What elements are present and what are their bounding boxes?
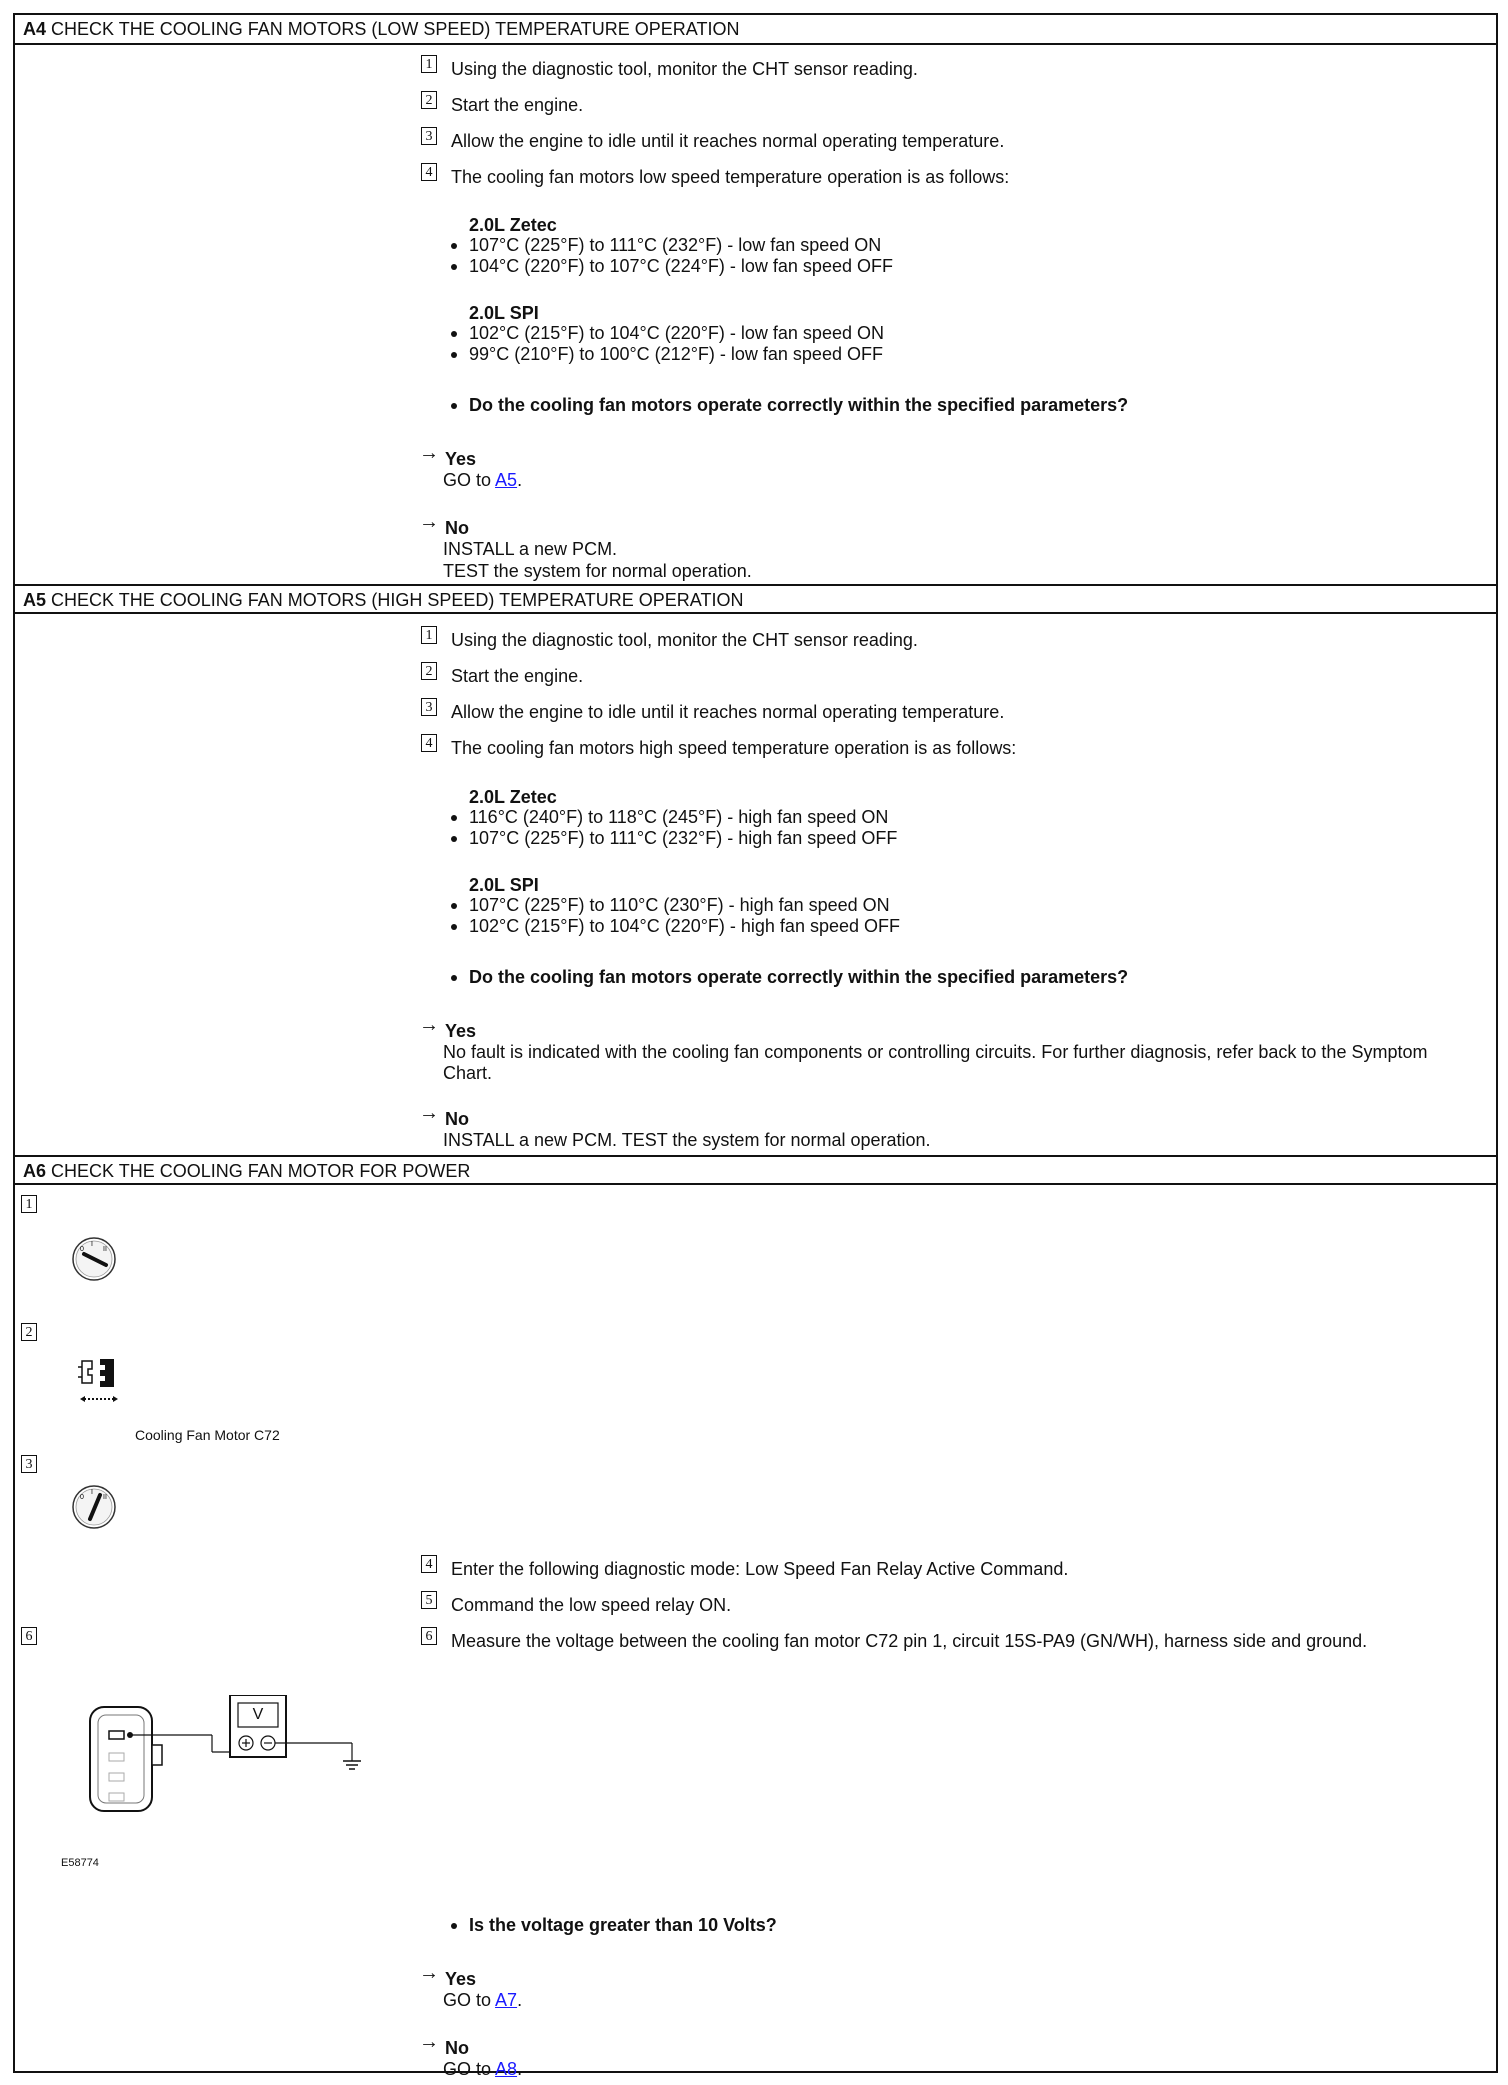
yes-label: Yes [445,1021,477,1041]
action-text: . [517,1990,523,2010]
bullet-icon [451,836,457,842]
section-code: A4 [23,19,47,39]
step-number: 6 [421,1627,437,1645]
yes-action [443,1990,522,2011]
arrow-right-icon: → [419,1962,439,1984]
bullet-icon [451,924,457,930]
no-action: INSTALL a new PCM. TEST the system for normal operation. [443,1130,931,1150]
section-header-a5 [15,584,1496,614]
bullet-icon [451,243,457,249]
link-a8[interactable]: A8 [495,2059,518,2079]
engine-group-title: 2.0L Zetec [469,215,557,235]
yes-action: Chart. [443,1063,493,1083]
step-number: 4 [421,734,437,752]
arrow-right-icon: → [419,1102,439,1124]
step-number: 4 [421,163,437,181]
yes-action: No fault is indicated with the cooling fan components or controlling circuits. For further diagnosis, refer back to the Symptom [443,1042,1428,1062]
step-text: Start the engine. [451,666,584,686]
spec-item: 102°C (215°F) to 104°C (220°F) - low fan speed ON [469,323,884,343]
engine-group-title: 2.0L SPI [469,875,539,895]
section-code: A6 [23,1161,47,1181]
no-action: TEST the system for normal operation. [443,561,752,581]
bullet-icon [451,331,457,337]
section-header-a6 [15,1155,1496,1185]
bullet-icon [451,1923,457,1929]
step-number: 2 [421,91,437,109]
step-text: Using the diagnostic tool, monitor the CHT sensor reading. [451,59,918,79]
step-text: The cooling fan motors high speed temperature operation is as follows: [451,738,1017,758]
no-action [443,2059,522,2080]
step-text: Enter the following diagnostic mode: Low Speed Fan Relay Active Command. [451,1559,1069,1579]
voltmeter-diagram [80,1695,380,1825]
spec-item: 107°C (225°F) to 111°C (232°F) - low fan speed ON [469,235,882,255]
spec-item: 104°C (220°F) to 107°C (224°F) - low fan speed OFF [469,256,893,276]
diagnostic-page [13,13,1498,2079]
step-number: 3 [421,698,437,716]
figure-id: E58774 [61,1857,99,1869]
step-text: Start the engine. [451,95,584,115]
step-number: 5 [421,1591,437,1609]
arrow-right-icon: → [419,1014,439,1036]
meter-label: V [252,1706,264,1723]
section-title: CHECK THE COOLING FAN MOTORS (LOW SPEED) TEMPERATURE OPERATION [51,19,740,39]
ignition-off-icon [70,1235,118,1283]
no-label: No [445,518,469,538]
step-number: 1 [421,626,437,644]
svg-text:0: 0 [80,1494,84,1501]
no-label: No [445,1109,469,1129]
svg-text:II: II [103,1246,107,1253]
step-number: 2 [421,662,437,680]
yes-label: Yes [445,1969,477,1989]
no-action: INSTALL a new PCM. [443,539,618,559]
engine-group-title: 2.0L SPI [469,303,539,323]
spec-item: 116°C (240°F) to 118°C (245°F) - high fan speed ON [469,807,889,827]
svg-text:I: I [91,1241,93,1248]
step-number: 6 [21,1627,37,1645]
no-label: No [445,2038,469,2058]
yes-label: Yes [445,449,477,469]
step-number: 1 [421,55,437,73]
action-text: . [517,470,523,490]
spec-item: 102°C (215°F) to 104°C (220°F) - high fan speed OFF [469,916,900,936]
question-text: Is the voltage greater than 10 Volts? [469,1915,777,1935]
section-header-a4 [15,15,1496,45]
engine-group-title: 2.0L Zetec [469,787,557,807]
connector-disconnect-icon [70,1355,140,1411]
section-code: A5 [23,590,47,610]
spec-item: 99°C (210°F) to 100°C (212°F) - low fan speed OFF [469,344,883,364]
arrow-right-icon: → [419,442,439,464]
step-text: Using the diagnostic tool, monitor the CHT sensor reading. [451,630,918,650]
svg-text:I: I [91,1489,93,1496]
bullet-icon [451,403,457,409]
step-number: 3 [421,127,437,145]
section-title: CHECK THE COOLING FAN MOTOR FOR POWER [51,1161,471,1181]
step-text: Command the low speed relay ON. [451,1595,732,1615]
spec-item: 107°C (225°F) to 111°C (232°F) - high fan speed OFF [469,828,898,848]
bullet-icon [451,903,457,909]
step-text: Allow the engine to idle until it reaches normal operating temperature. [451,702,1005,722]
question-text: Do the cooling fan motors operate correctly within the specified parameters? [469,967,1129,987]
step-number: 3 [21,1455,37,1473]
step-text: Measure the voltage between the cooling fan motor C72 pin 1, circuit 15S-PA9 (GN/WH), harness side and ground. [451,1631,1368,1651]
question-text: Do the cooling fan motors operate correctly within the specified parameters? [469,395,1129,415]
action-text: GO to [443,2059,496,2079]
step-number: 2 [21,1323,37,1341]
action-text: GO to [443,1990,496,2010]
bullet-icon [451,975,457,981]
action-text: GO to [443,470,496,490]
arrow-right-icon: → [419,511,439,533]
link-a7[interactable]: A7 [495,1990,518,2010]
svg-text:II: II [103,1494,107,1501]
bullet-icon [451,815,457,821]
spec-item: 107°C (225°F) to 110°C (230°F) - high fan speed ON [469,895,890,915]
step-text: Allow the engine to idle until it reaches normal operating temperature. [451,131,1005,151]
bullet-icon [451,352,457,358]
connector-caption: Cooling Fan Motor C72 [135,1427,280,1443]
yes-action [443,470,522,491]
bullet-icon [451,264,457,270]
step-text: The cooling fan motors low speed temperature operation is as follows: [451,167,1010,187]
arrow-right-icon: → [419,2031,439,2053]
step-number: 1 [21,1195,37,1213]
step-number: 4 [421,1555,437,1573]
section-title: CHECK THE COOLING FAN MOTORS (HIGH SPEED) TEMPERATURE OPERATION [51,590,744,610]
ignition-on-icon [70,1483,118,1531]
action-text: . [517,2059,523,2079]
link-a5[interactable]: A5 [495,470,518,490]
svg-text:0: 0 [80,1246,84,1253]
